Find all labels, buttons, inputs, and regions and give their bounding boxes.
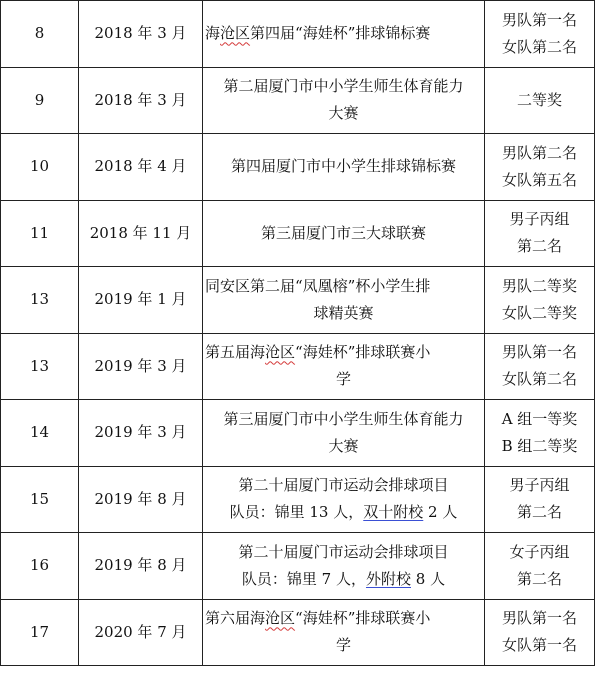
- row-number-cell: 16: [1, 533, 79, 600]
- event-text-segment: 沧区: [265, 343, 296, 362]
- row-number-cell: 8: [1, 1, 79, 68]
- event-line: [205, 499, 482, 526]
- event-cell: [203, 466, 485, 533]
- result-cell: [485, 1, 595, 68]
- result-cell: [485, 466, 595, 533]
- event-text-segment: 海: [205, 24, 221, 43]
- result-line: 男子丙组: [509, 476, 570, 495]
- result-cell: [485, 267, 595, 334]
- event-cell: [203, 599, 485, 666]
- table-row: [1, 134, 595, 201]
- result-line: 女队第二名: [501, 37, 577, 56]
- event-text-segment: “海娃杯”排球联赛小: [295, 609, 431, 628]
- table-row: [1, 67, 595, 134]
- event-text-segment: 队员：锦里 7 人，: [241, 569, 366, 588]
- result-line: A 组一等奖: [501, 409, 578, 428]
- event-cell: [203, 267, 485, 334]
- result-cell: [485, 599, 595, 666]
- table-row: [1, 200, 595, 267]
- event-text-segment: 队员：锦里 13 人，: [229, 503, 364, 522]
- row-number-cell: 14: [1, 400, 79, 467]
- event-text-segment: 同安区第二届“凤凰榕”杯小学生排: [205, 276, 431, 295]
- result-line: 女队二等奖: [501, 303, 577, 322]
- event-line: [205, 300, 482, 327]
- event-cell: [203, 200, 485, 267]
- event-text-segment: 第四届“海娃杯”排球锦标赛: [250, 24, 431, 43]
- table-row: [1, 533, 595, 600]
- event-text-segment: 第三届厦门市中小学生师生体育能力: [223, 409, 464, 428]
- event-line: [205, 273, 482, 300]
- event-text-segment: 双十附校: [363, 503, 424, 522]
- result-line: B 组二等奖: [501, 436, 578, 455]
- row-number-cell: 13: [1, 333, 79, 400]
- event-cell: [203, 400, 485, 467]
- event-text-segment: 第六届海: [205, 609, 266, 628]
- result-line: 女队第二名: [501, 370, 577, 389]
- result-line: 男队第一名: [501, 609, 577, 628]
- row-number-cell: 9: [1, 67, 79, 134]
- row-number-cell: 11: [1, 200, 79, 267]
- event-text-segment: 球精英赛: [313, 303, 374, 322]
- event-line: [205, 153, 482, 180]
- result-line: 女队第五名: [501, 170, 577, 189]
- event-line: [205, 566, 482, 593]
- result-line: 女子丙组: [509, 542, 570, 561]
- result-cell: [485, 134, 595, 201]
- event-line: [205, 605, 482, 632]
- event-text-segment: 大赛: [328, 436, 359, 455]
- date-cell: 2019 年 8 月: [79, 533, 203, 600]
- event-text-segment: 第四届厦门市中小学生排球锦标赛: [230, 157, 456, 176]
- event-text-segment: 第二十届厦门市运动会排球项目: [238, 542, 449, 561]
- result-line: 二等奖: [516, 90, 562, 109]
- event-text-segment: 第五届海: [205, 343, 266, 362]
- result-cell: [485, 400, 595, 467]
- event-line: [205, 73, 482, 100]
- date-cell: 2019 年 3 月: [79, 400, 203, 467]
- table-row: [1, 267, 595, 334]
- awards-table-body: [1, 1, 595, 666]
- event-text-segment: 外附校: [365, 569, 411, 588]
- result-line: 男队第一名: [501, 10, 577, 29]
- row-number-cell: 10: [1, 134, 79, 201]
- event-text-segment: 大赛: [328, 104, 359, 123]
- event-line: [205, 366, 482, 393]
- event-cell: [203, 134, 485, 201]
- event-cell: [203, 333, 485, 400]
- result-line: 男队二等奖: [501, 276, 577, 295]
- event-cell: [203, 67, 485, 134]
- event-line: [205, 433, 482, 460]
- event-line: [205, 632, 482, 659]
- event-text-segment: 第三届厦门市三大球联赛: [260, 223, 426, 242]
- event-text-segment: 第二届厦门市中小学生师生体育能力: [223, 77, 464, 96]
- table-row: [1, 1, 595, 68]
- date-cell: 2018 年 3 月: [79, 1, 203, 68]
- row-number-cell: 13: [1, 267, 79, 334]
- table-row: [1, 466, 595, 533]
- result-line: 女队第一名: [501, 636, 577, 655]
- result-line: 第二名: [516, 237, 562, 256]
- event-text-segment: 学: [335, 370, 351, 389]
- event-text-segment: 沧区: [265, 609, 296, 628]
- result-line: 男子丙组: [509, 210, 570, 229]
- event-text-segment: 第二十届厦门市运动会排球项目: [238, 476, 449, 495]
- event-line: [205, 472, 482, 499]
- table-row: [1, 599, 595, 666]
- table-row: [1, 400, 595, 467]
- event-line: [205, 539, 482, 566]
- event-text-segment: 学: [335, 636, 351, 655]
- date-cell: 2019 年 8 月: [79, 466, 203, 533]
- result-cell: [485, 533, 595, 600]
- row-number-cell: 17: [1, 599, 79, 666]
- date-cell: 2019 年 3 月: [79, 333, 203, 400]
- event-text-segment: 2 人: [423, 503, 458, 522]
- date-cell: 2020 年 7 月: [79, 599, 203, 666]
- event-text-segment: 沧区: [220, 24, 251, 43]
- result-cell: [485, 67, 595, 134]
- result-cell: [485, 200, 595, 267]
- result-line: 第二名: [516, 503, 562, 522]
- row-number-cell: 15: [1, 466, 79, 533]
- result-line: 第二名: [516, 569, 562, 588]
- result-line: 男队第一名: [501, 343, 577, 362]
- date-cell: 2019 年 1 月: [79, 267, 203, 334]
- date-cell: 2018 年 3 月: [79, 67, 203, 134]
- event-line: [205, 100, 482, 127]
- event-line: [205, 406, 482, 433]
- date-cell: 2018 年 4 月: [79, 134, 203, 201]
- event-line: [205, 339, 482, 366]
- table-row: [1, 333, 595, 400]
- result-line: 男队第二名: [501, 143, 577, 162]
- event-line: [205, 20, 482, 47]
- event-cell: [203, 533, 485, 600]
- event-text-segment: “海娃杯”排球联赛小: [295, 343, 431, 362]
- date-cell: 2018 年 11 月: [79, 200, 203, 267]
- result-cell: [485, 333, 595, 400]
- event-line: [205, 220, 482, 247]
- event-text-segment: 8 人: [411, 569, 446, 588]
- event-cell: [203, 1, 485, 68]
